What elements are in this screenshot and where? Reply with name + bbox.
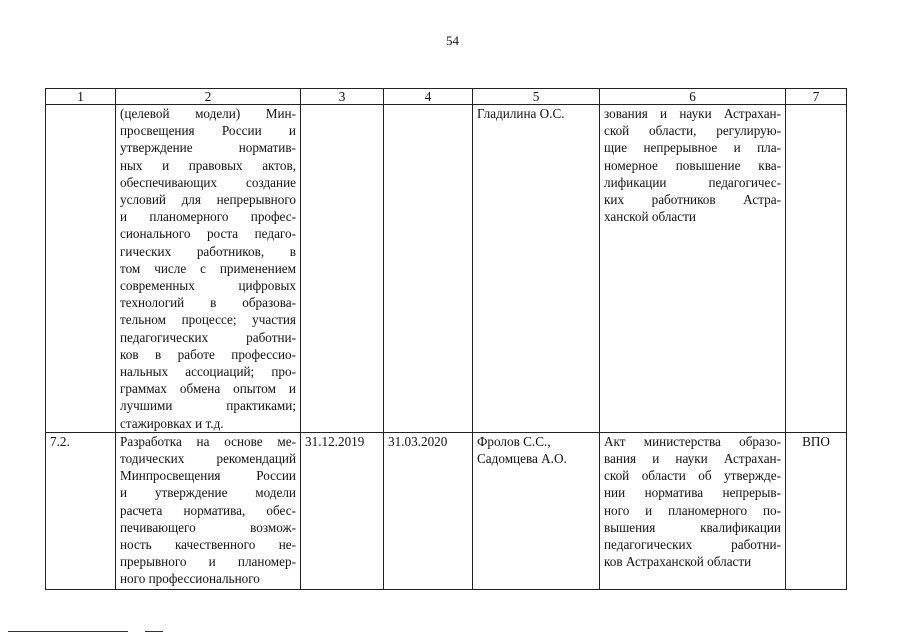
header-col-5: 5 — [473, 89, 600, 105]
text-line: нальных ассоциаций; про- — [120, 364, 296, 380]
text-line: ного профессионального — [120, 571, 260, 587]
text-line: и планомерного профес- — [120, 209, 296, 225]
header-col-2: 2 — [116, 89, 301, 105]
text-line: тельном процессе; участия — [120, 312, 296, 328]
text-line: обеспечивающих создание — [120, 174, 296, 190]
row1-number-cell — [46, 105, 116, 433]
page-number: 54 — [446, 33, 459, 48]
row1-start-date-cell — [301, 105, 384, 433]
text-line: педагогических работни- — [120, 329, 296, 345]
text-line: расчета норматива, обес- — [120, 502, 296, 518]
text-line: зования и науки Астрахан- — [604, 106, 781, 121]
row1-responsible-cell: Гладилина О.С. — [473, 105, 600, 433]
text-line: вышения квалификации — [604, 519, 781, 535]
text-line: ного и планомерного по- — [604, 502, 781, 518]
text-line: педагогических работни- — [604, 537, 781, 553]
text-line: ской области об утвержде- — [604, 468, 781, 484]
table-header-row — [46, 89, 847, 105]
text-line: сионального роста педаго- — [120, 226, 296, 242]
text-line: Садомцева А.О. — [477, 451, 567, 467]
text-line: ность качественного не- — [120, 537, 296, 553]
row1-type-cell — [786, 105, 847, 433]
text-line: ков в работе профессио- — [120, 346, 296, 362]
text-line: ных и правовых актов, — [120, 157, 296, 173]
text-line: утверждение норматив- — [120, 140, 296, 156]
text-line: современных цифровых — [120, 278, 296, 294]
header-col-7: 7 — [786, 89, 847, 105]
row2-description-cell — [116, 432, 301, 589]
text-line: печивающего возмож- — [120, 519, 296, 535]
table-row — [46, 105, 847, 433]
text-line: том числе с применением — [120, 260, 296, 276]
text-line: номерное повышение ква- — [604, 157, 781, 173]
text-line: Акт министерства образо- — [604, 433, 781, 449]
text-line: ков Астраханской области — [604, 554, 752, 570]
table-row — [46, 432, 847, 589]
text-line: лификации педагогичес- — [604, 174, 781, 190]
row2-number-cell: 7.2. — [46, 432, 116, 589]
text-line: условий для непрерывного — [120, 192, 296, 208]
row1-description-cell — [116, 105, 301, 433]
text-line: вания и науки Астрахан- — [604, 451, 781, 467]
row2-responsible-cell — [473, 432, 600, 589]
text-line: ких работников Астра- — [604, 192, 781, 208]
text-line: лучшими практиками; — [120, 398, 296, 414]
footer-rule — [8, 631, 128, 632]
row1-end-date-cell — [384, 105, 473, 433]
text-line: тодических рекомендаций — [120, 451, 296, 467]
text-line: Разработка на основе ме- — [120, 433, 296, 449]
row2-result-cell — [600, 432, 786, 589]
row2-type-cell: ВПО — [786, 432, 847, 589]
text-line: Минпросвещения России — [120, 468, 296, 484]
row2-start-date-cell: 31.12.2019 — [301, 432, 384, 589]
row1-result-cell — [600, 105, 786, 433]
row2-end-date-cell: 31.03.2020 — [384, 432, 473, 589]
text-line: гических работников, в — [120, 243, 296, 259]
header-col-1: 1 — [46, 89, 116, 105]
header-col-3: 3 — [301, 89, 384, 105]
footer-rule-short — [145, 631, 163, 632]
text-line: прерывного и планомер- — [120, 554, 296, 570]
text-line: (целевой модели) Мин- — [120, 106, 296, 121]
document-table — [45, 88, 847, 590]
text-line: и утверждение модели — [120, 485, 296, 501]
header-col-4: 4 — [384, 89, 473, 105]
text-line: просвещения России и — [120, 123, 296, 139]
text-line: щие непрерывное и пла- — [604, 140, 781, 156]
text-line: Фролов С.С., — [477, 433, 551, 449]
header-col-6: 6 — [600, 89, 786, 105]
text-line: нии норматива непрерыв- — [604, 485, 781, 501]
text-line: стажировках и т.д. — [120, 415, 224, 431]
text-line: ской области, регулирую- — [604, 123, 781, 139]
text-line: граммах обмена опытом и — [120, 381, 296, 397]
text-line: технологий в образова- — [120, 295, 296, 311]
text-line: ханской области — [604, 209, 696, 225]
